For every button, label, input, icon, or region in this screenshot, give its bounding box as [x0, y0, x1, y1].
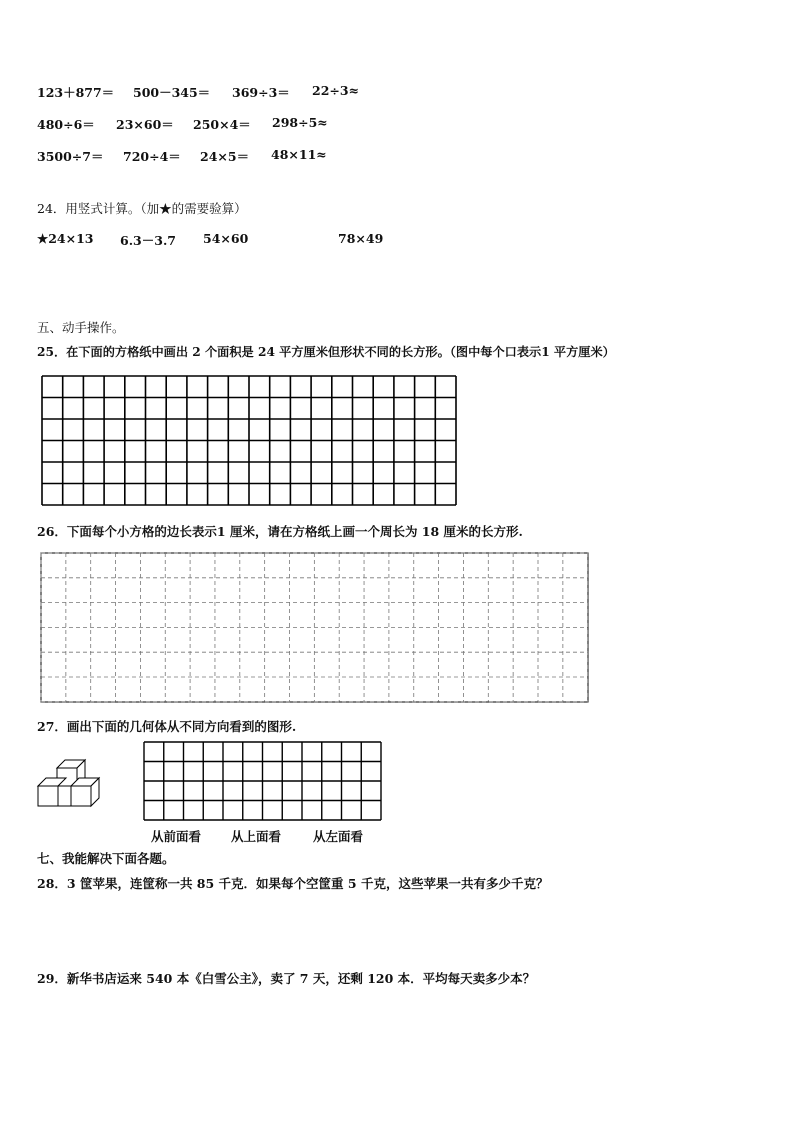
calc-3-3: 24×5＝	[200, 149, 250, 164]
q24-item-2: 6.3－3.7	[120, 233, 176, 248]
q24-item-1: ★24×13	[37, 231, 94, 246]
calc-2-2: 23×60＝	[116, 117, 174, 132]
calc-3-2: 720÷4＝	[123, 149, 181, 164]
calc-1-2: 500－345＝	[133, 85, 211, 100]
calc-2-4: 298÷5≈	[272, 115, 328, 130]
section-7-title: 七、我能解决下面各题。	[37, 851, 175, 866]
calc-1-4: 22÷3≈	[312, 83, 360, 98]
calc-1-1: 123＋877＝	[37, 85, 115, 100]
section-5-title: 五、动手操作。	[37, 320, 125, 335]
q27-text: 27．画出下面的几何体从不同方向看到的图形.	[37, 719, 297, 734]
q26-grid[interactable]	[40, 552, 590, 704]
caption-left: 从左面看	[313, 829, 364, 844]
q24-item-3: 54×60	[203, 231, 249, 246]
calc-2-3: 250×4＝	[193, 117, 251, 132]
caption-top: 从上面看	[231, 829, 282, 844]
caption-front: 从前面看	[151, 829, 202, 844]
calc-3-1: 3500÷7＝	[37, 149, 104, 164]
cube-figure	[35, 756, 107, 812]
calc-3-4: 48×11≈	[271, 147, 327, 162]
q24-title: 24．用竖式计算。（加★的需要验算）	[37, 201, 247, 216]
q29-text: 29．新华书店运来 540 本《白雪公主》，卖了 7 天，还剩 120 本．平均每天卖多少本？	[37, 971, 536, 986]
q25-grid[interactable]	[40, 374, 458, 508]
q26-text: 26．下面每个小方格的边长表示1 厘米，请在方格纸上画一个周长为 18 厘米的长方形.	[37, 524, 523, 539]
q28-text: 28．3 筐苹果，连筐称一共 85 千克．如果每个空筐重 5 千克，这些苹果一共有多少千克？	[37, 876, 549, 891]
q27-grid[interactable]	[143, 741, 383, 821]
calc-2-1: 480÷6＝	[37, 117, 95, 132]
q25-text: 25．在下面的方格纸中画出 2 个面积是 24 平方厘米但形状不同的长方形。（图中每个口表示1 平方厘米）	[37, 345, 615, 359]
calc-1-3: 369÷3＝	[232, 85, 290, 100]
q24-item-4: 78×49	[338, 231, 384, 246]
